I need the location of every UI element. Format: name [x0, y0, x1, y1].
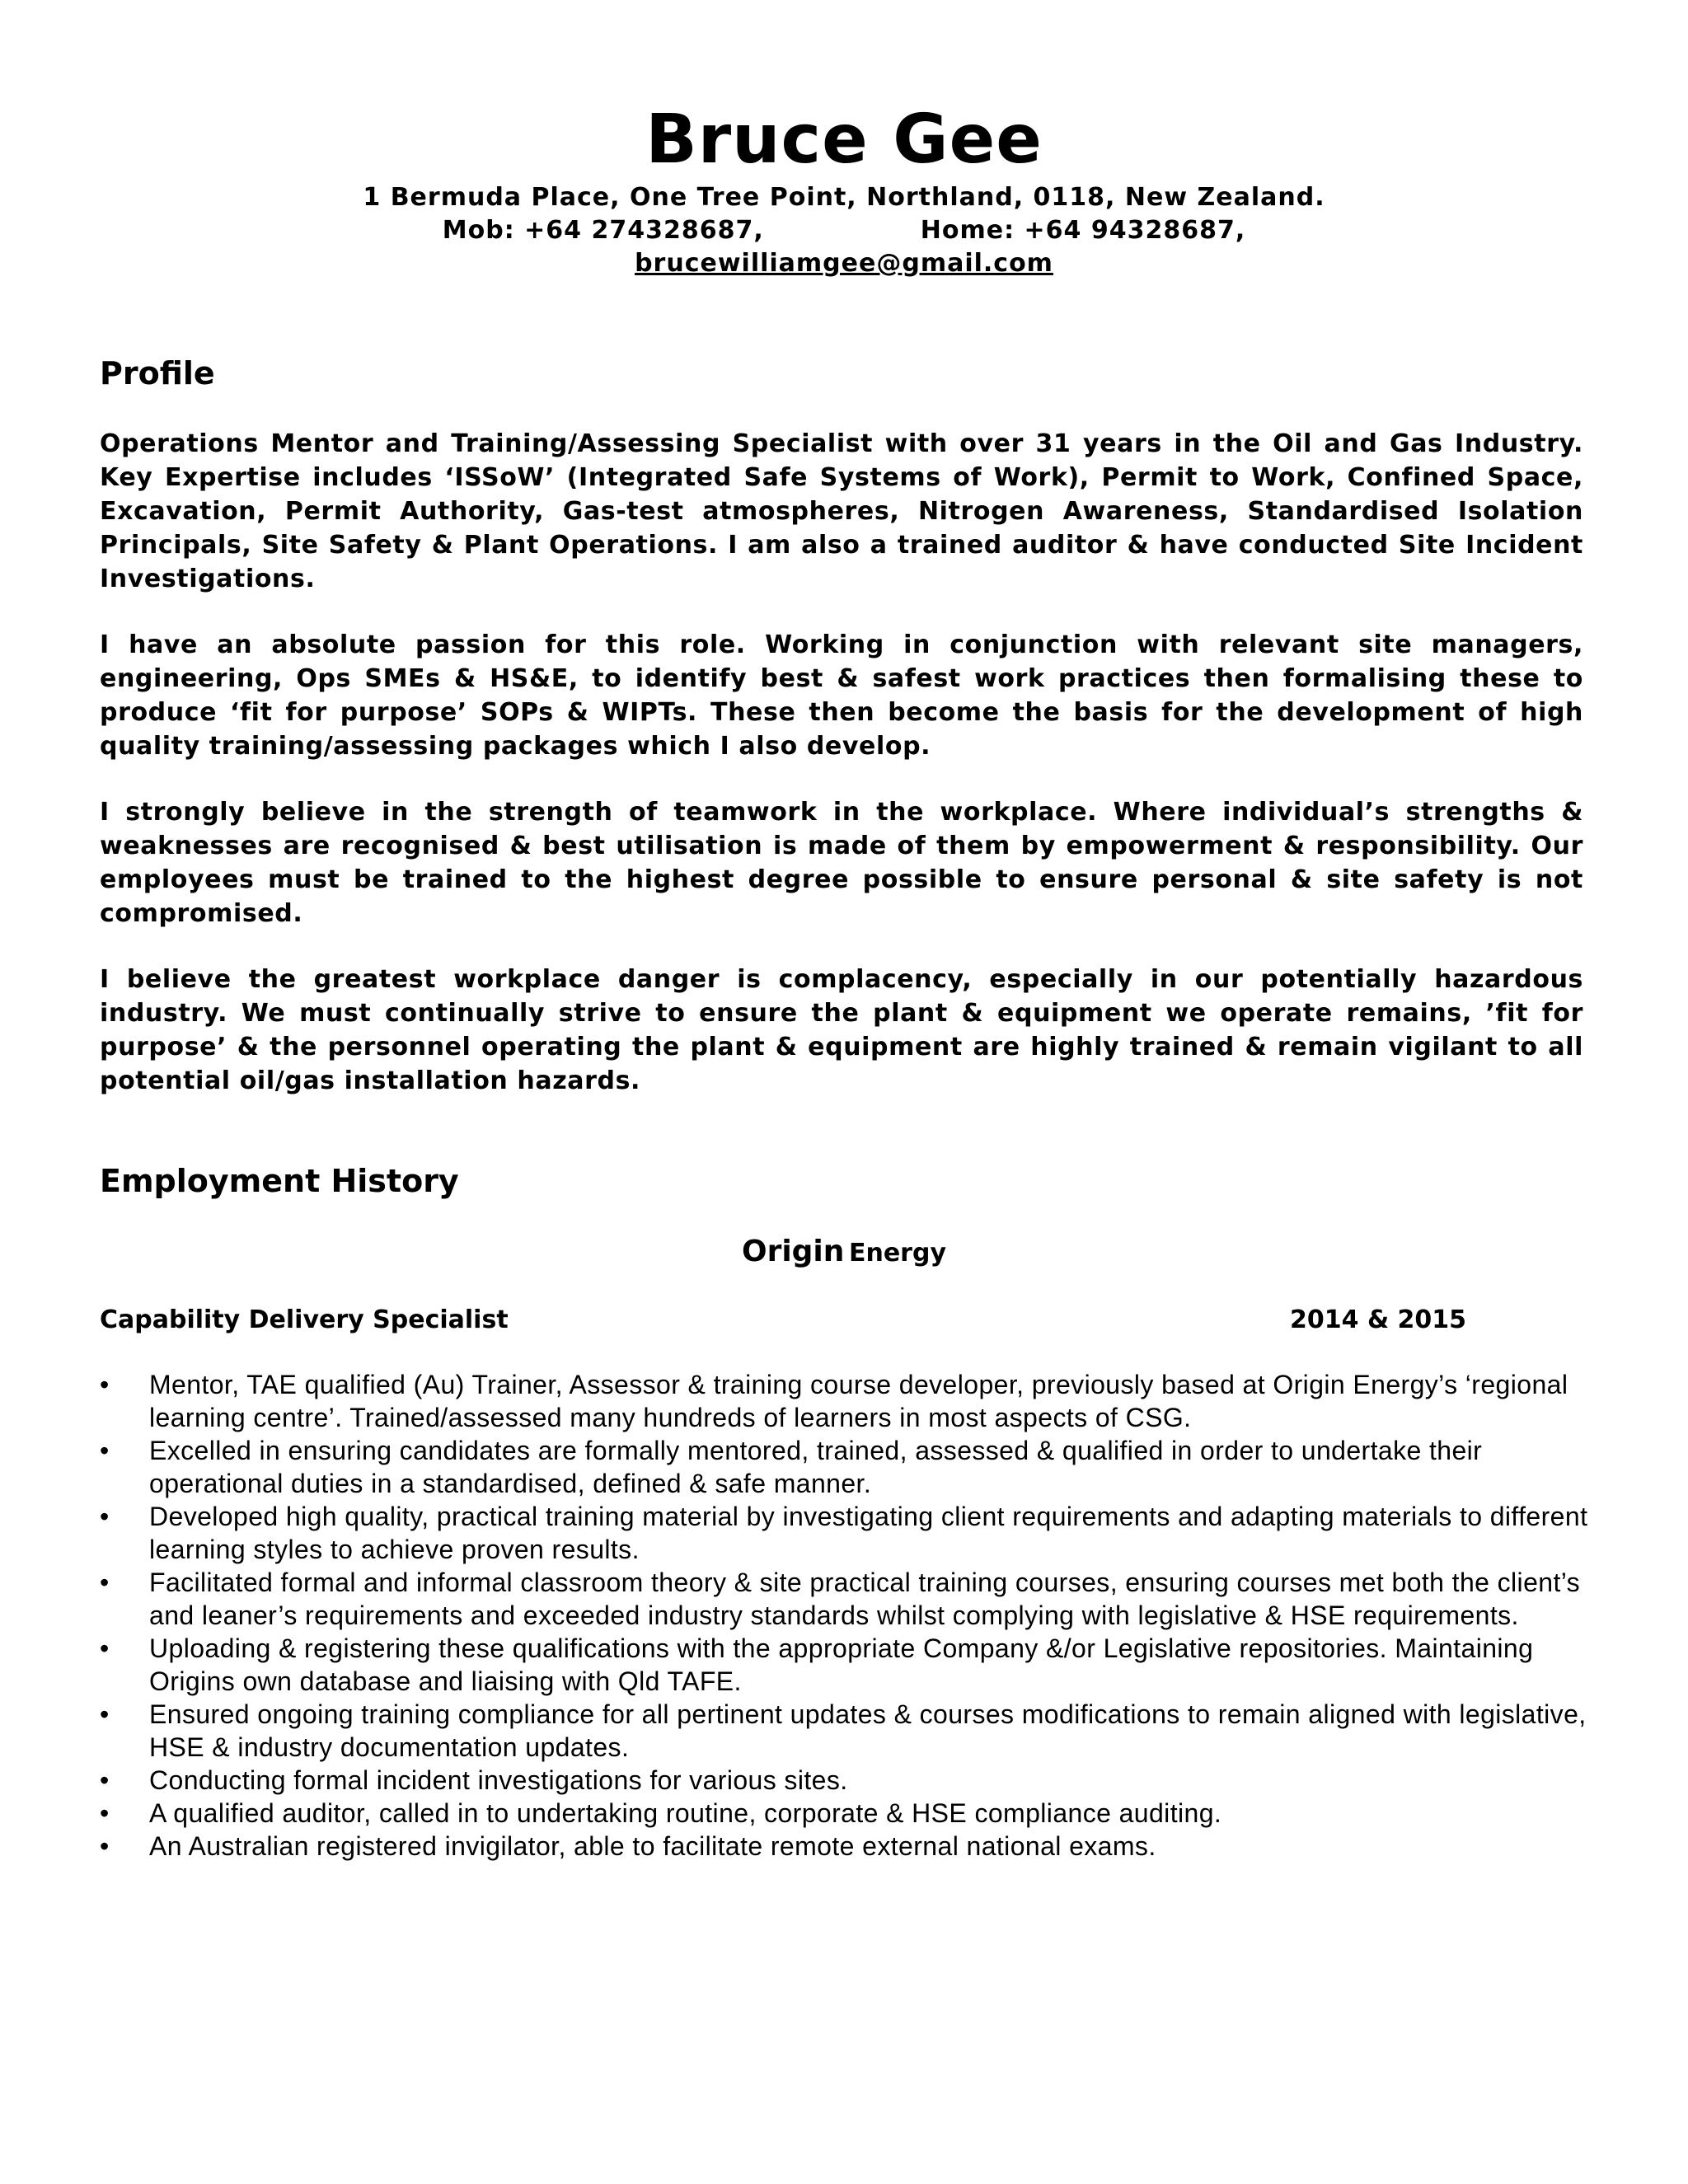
- contact-header: [0, 99, 1688, 280]
- bullet-icon: •: [100, 1798, 110, 1828]
- list-item: [100, 1764, 1592, 1797]
- duty-text: Conducting formal incident investigations for various sites.: [149, 1765, 848, 1795]
- list-item: [100, 1797, 1592, 1830]
- bullet-icon: •: [100, 1831, 110, 1861]
- list-item: [100, 1566, 1592, 1632]
- duty-text: Ensured ongoing training compliance for all pertinent updates & courses modifications to remain aligned with legislative, HSE & industry documentation updates.: [149, 1699, 1587, 1762]
- role-years: 2014 & 2015: [1290, 1305, 1467, 1334]
- mobile-number: Mob: +64 274328687,: [442, 216, 764, 245]
- duty-text: A qualified auditor, called in to undertaking routine, corporate & HSE compliance auditing.: [149, 1798, 1222, 1828]
- bullet-icon: •: [100, 1436, 110, 1465]
- duties-list: [100, 1368, 1592, 1863]
- bullet-icon: •: [100, 1568, 110, 1597]
- employer-name: [0, 1233, 1688, 1276]
- email-link[interactable]: brucewilliamgee@gmail.com: [635, 249, 1053, 278]
- profile-paragraph-4: I believe the greatest workplace danger is complacency, especially in our potentially hazardous industry. We must continually strive to ensure the plant & equipment we operate remains, ’fit for purpose’ & the personnel operating the plant & equipment are highly trained & remain vigilant to all potential oil/gas installation hazards.: [100, 965, 1583, 1095]
- list-item: [100, 1434, 1592, 1500]
- bullet-icon: •: [100, 1765, 110, 1795]
- role-title: Capability Delivery Specialist: [100, 1305, 509, 1334]
- duty-text: Uploading & registering these qualifications with the appropriate Company &/or Legislative repositories. Maintaining Origins own database and liaising with Qld TAFE.: [149, 1633, 1534, 1696]
- employment-heading: Employment History: [100, 1163, 459, 1199]
- list-item: [100, 1500, 1592, 1566]
- duty-text: An Australian registered invigilator, able to facilitate remote external national exams.: [149, 1831, 1156, 1861]
- postal-address: 1 Bermuda Place, One Tree Point, Northland, 0118, New Zealand.: [363, 183, 1325, 212]
- phone-numbers: [0, 214, 1688, 247]
- bullet-icon: •: [100, 1633, 110, 1663]
- bullet-icon: •: [100, 1502, 110, 1531]
- list-item: [100, 1830, 1592, 1863]
- profile-paragraph-1: Operations Mentor and Training/Assessing Specialist with over 31 years in the Oil and Gas Industry. Key Expertise includes ‘ISSoW’ (Integrated Safe Systems of Work), Permit to Work, Confined Space, Excavation, Permit Authority, Gas-test atmospheres, Nitrogen Awareness, Standardised Isolation Principals, Site Safety & Plant Operations. I am also a trained auditor & have conducted Site Incident Investigations.: [100, 429, 1583, 593]
- role-row: [100, 1304, 1484, 1337]
- duty-text: Facilitated formal and informal classroom theory & site practical training courses, ensuring courses met both the client’s and leaner’s requirements and exceeded industry standards whilst complying with legislative & HSE requirements.: [149, 1568, 1581, 1630]
- candidate-name: Bruce Gee: [645, 101, 1043, 179]
- profile-paragraph-2: I have an absolute passion for this role. Working in conjunction with relevant site managers, engineering, Ops SMEs & HS&E, to identify best & safest work practices then formalising these to produce ‘fit for purpose’ SOPs & WIPTs. These then become the basis for the development of high quality training/assessing packages which I also develop.: [100, 630, 1583, 761]
- list-item: [100, 1698, 1592, 1764]
- duty-text: Mentor, TAE qualified (Au) Trainer, Assessor & training course developer, previously based at Origin Energy’s ‘regional learning centre’. Trained/assessed many hundreds of learners in most aspects of CSG.: [149, 1370, 1568, 1432]
- list-item: [100, 1368, 1592, 1434]
- bullet-icon: •: [100, 1370, 110, 1399]
- employer-name-suffix: Energy: [848, 1239, 947, 1268]
- duty-text: Developed high quality, practical training material by investigating client requirements and adapting materials to different learning styles to achieve proven results.: [149, 1502, 1588, 1564]
- employer-name-main: Origin: [741, 1235, 845, 1268]
- bullet-icon: •: [100, 1699, 110, 1729]
- home-number: Home: +64 94328687,: [920, 216, 1246, 245]
- profile-heading: Profile: [100, 355, 215, 391]
- profile-paragraph-3: I strongly believe in the strength of teamwork in the workplace. Where individual’s strengths & weaknesses are recognised & best utilisation is made of them by empowerment & responsibility. Our employees must be trained to the highest degree possible to ensure personal & site safety is not compromised.: [100, 798, 1583, 928]
- duty-text: Excelled in ensuring candidates are formally mentored, trained, assessed & qualified in order to undertake their operational duties in a standardised, defined & safe manner.: [149, 1436, 1483, 1498]
- list-item: [100, 1632, 1592, 1698]
